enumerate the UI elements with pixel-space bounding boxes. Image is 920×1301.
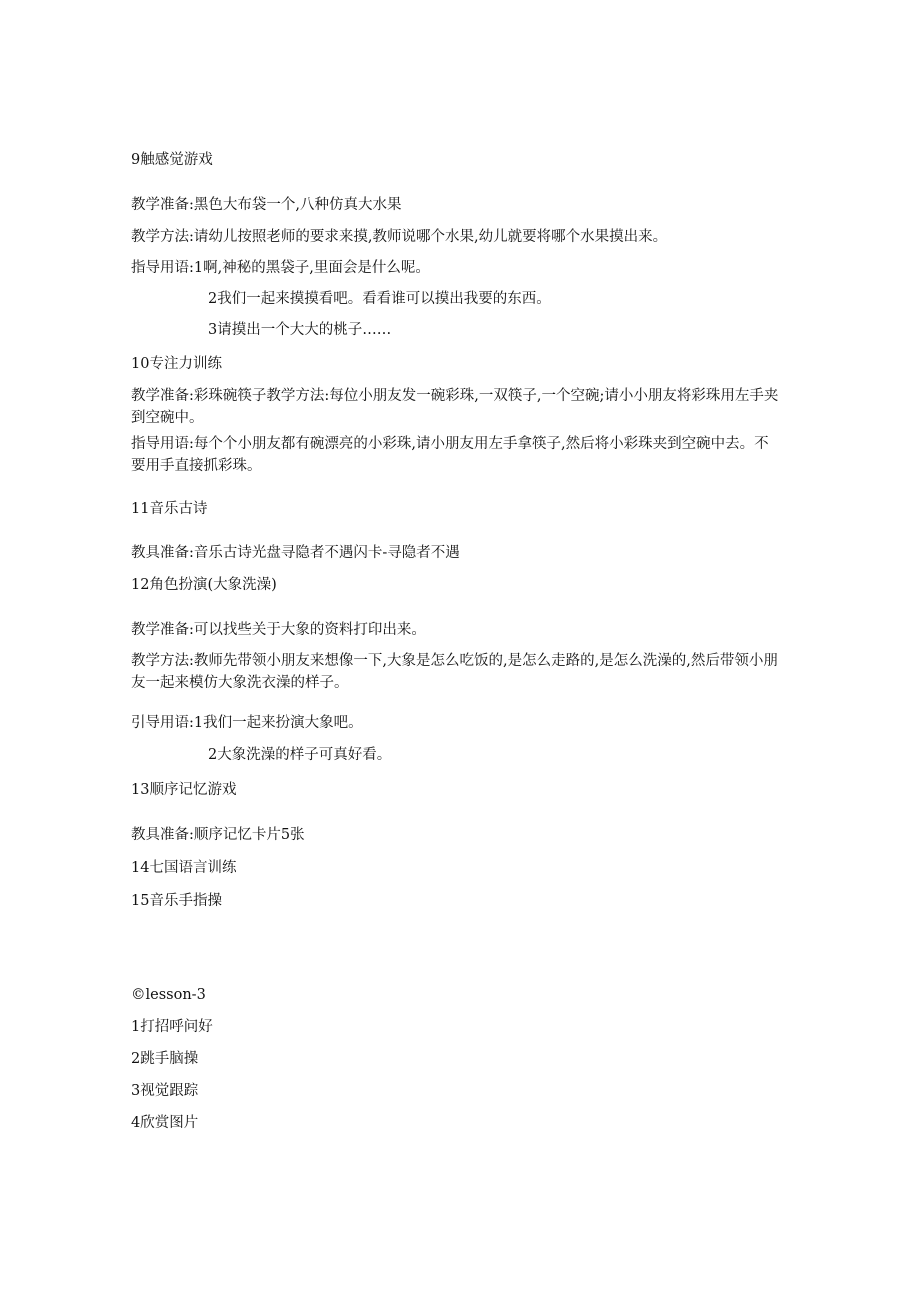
section-9-method: 教学方法:请幼儿按照老师的要求来摸,教师说哪个水果,幼儿就要将哪个水果摸出来。 [131, 229, 668, 245]
lesson-3-item: 4欣赏图片 [131, 1115, 199, 1131]
section-12-method: 教学方法:教师先带领小朋友来想像一下,大象是怎么吃饭的,是怎么走路的,是怎么洗澡的,然后带领小朋友一起来模仿大象洗衣澡的样子。 [131, 653, 778, 691]
lesson-3-title: ©lesson-3 [131, 987, 206, 1003]
section-11-prep: 教具准备:音乐古诗光盘寻隐者不遇闪卡-寻隐者不遇 [131, 545, 460, 561]
section-10-title: 10专注力训练 [131, 356, 222, 372]
section-12-prep: 教学准备:可以找些关于大象的资料打印出来。 [131, 622, 426, 638]
section-10-guide: 指导用语:每个个小朋友都有碗漂亮的小彩珠,请小朋友用左手拿筷子,然后将小彩珠夹到空碗中去。不要用手直接抓彩珠。 [131, 436, 769, 474]
section-15-title: 15音乐手指操 [131, 893, 222, 909]
section-9-title: 9触感觉游戏 [131, 152, 213, 168]
section-11-title: 11音乐古诗 [131, 501, 208, 517]
section-13-title: 13顺序记忆游戏 [131, 782, 237, 798]
lesson-3-item: 3视觉跟踪 [131, 1083, 199, 1099]
lesson-3-item: 2跳手脑操 [131, 1051, 199, 1067]
section-9-guide-1: 指导用语:1啊,神秘的黑袋子,里面会是什么呢。 [131, 260, 430, 276]
section-12-guide-2: 2大象洗澡的样子可真好看。 [208, 747, 392, 763]
lesson-3-item: 1打招呼问好 [131, 1019, 213, 1035]
section-9-guide-3: 3请摸出一个大大的桃子…… [208, 322, 392, 338]
section-12-title: 12角色扮演(大象洗澡) [131, 577, 277, 593]
section-12-guide-1: 引导用语:1我们一起来扮演大象吧。 [131, 715, 363, 731]
section-9-prep: 教学准备:黑色大布袋一个,八种仿真大水果 [131, 197, 402, 213]
section-9-guide-2: 2我们一起来摸摸看吧。看看谁可以摸出我要的东西。 [208, 291, 551, 307]
section-10-prep-method: 教学准备:彩珠碗筷子教学方法:每位小朋友发一碗彩珠,一双筷子,一个空碗;请小小朋友将彩珠用左手夹到空碗中。 [131, 388, 779, 426]
section-13-prep: 教具准备:顺序记忆卡片5张 [131, 827, 305, 843]
section-14-title: 14七国语言训练 [131, 860, 237, 876]
